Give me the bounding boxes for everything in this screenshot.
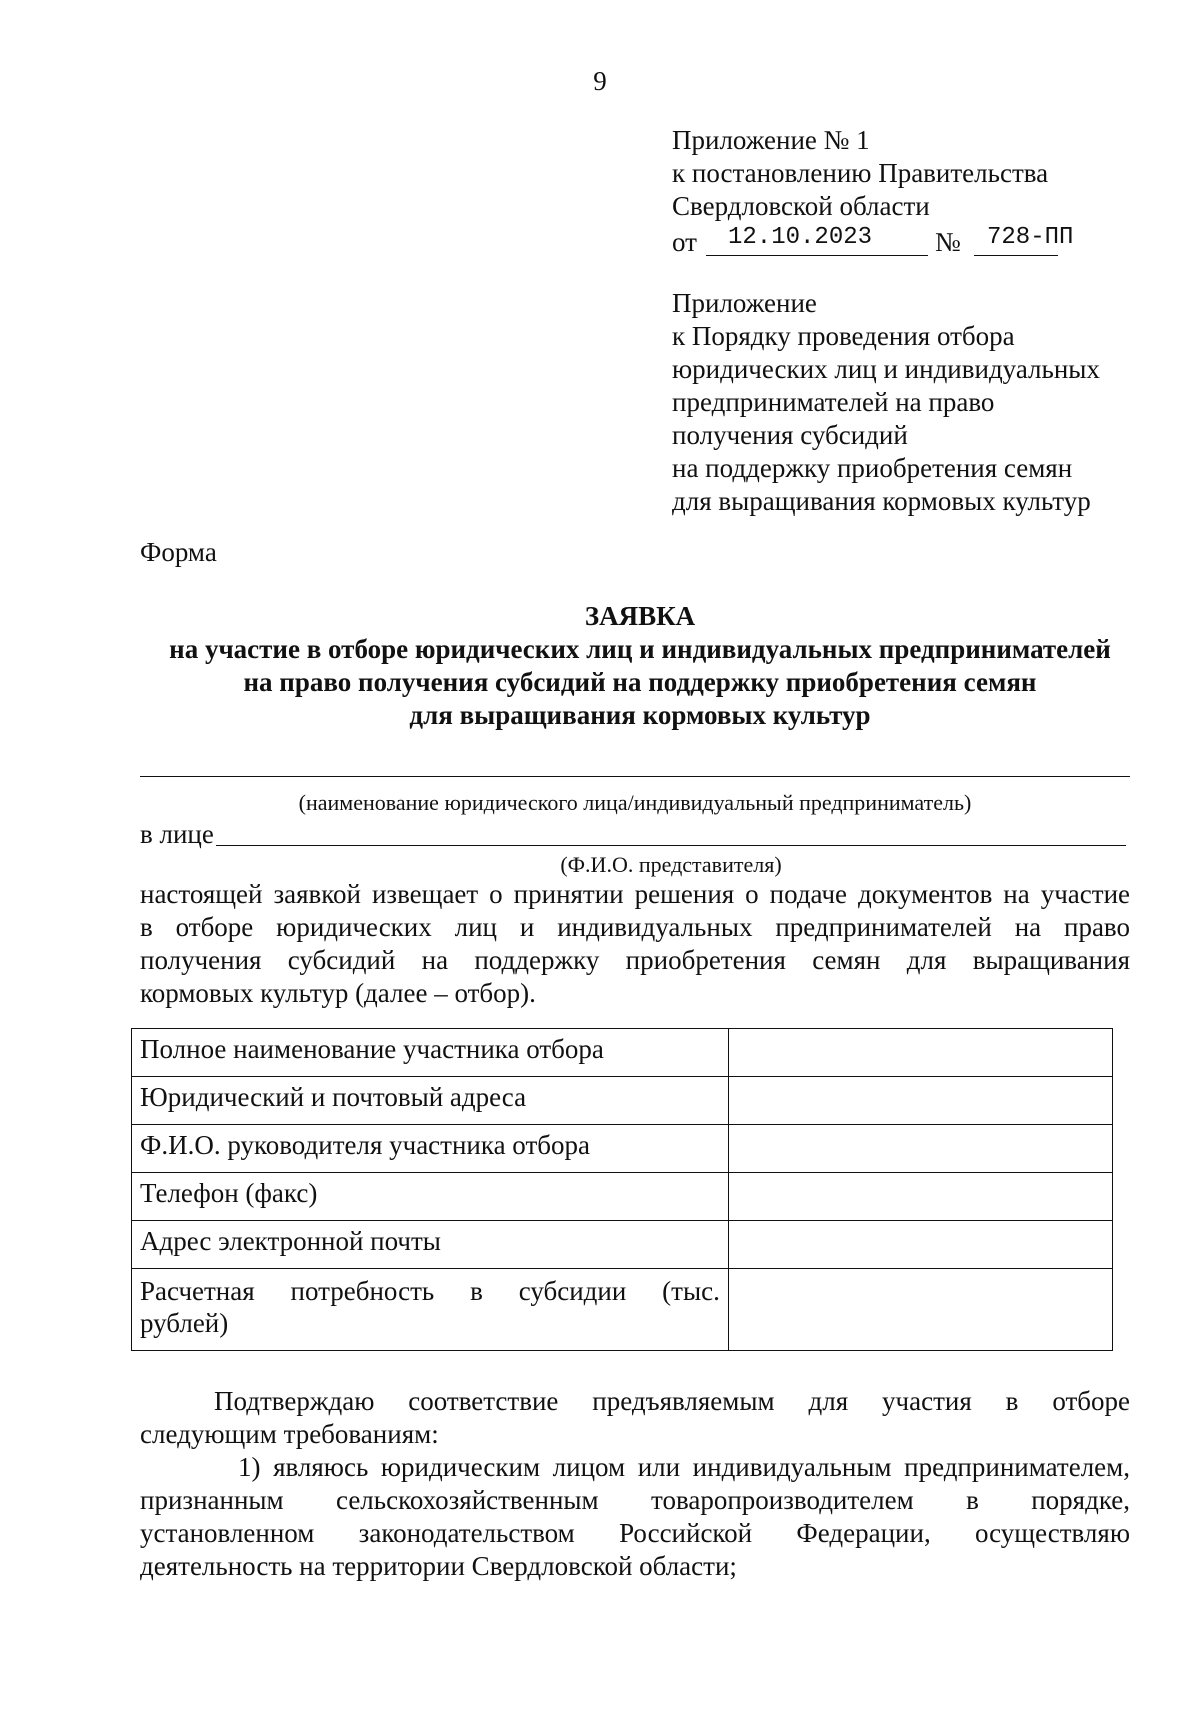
intro-line: настоящей заявкой извещает о принятии решения о подаче документов на участие: [140, 879, 1130, 909]
intro-paragraph: [140, 878, 1130, 1010]
appendix2-line: Приложение: [672, 288, 817, 318]
table-row: [132, 1125, 1113, 1173]
number-label: №: [935, 227, 961, 257]
intro-line: в отборе юридических лиц и индивидуальных предпринимателей на право: [140, 912, 1130, 942]
number-value: 728-ПП: [987, 224, 1074, 251]
table-value-cell[interactable]: [728, 1125, 1112, 1173]
title-line4: для выращивания кормовых культур: [409, 700, 871, 730]
table-row: [132, 1221, 1113, 1269]
table-label-line2: рублей): [140, 1308, 229, 1338]
date-number-line: [672, 223, 1192, 261]
table-value-cell[interactable]: [728, 1173, 1112, 1221]
intro-line: получения субсидий на поддержку приобретения семян для выращивания: [140, 945, 1130, 975]
representative-caption: (Ф.И.О. представителя): [560, 852, 782, 877]
table-label: Ф.И.О. руководителя участника отбора: [132, 1125, 729, 1173]
appendix1-line1: Приложение № 1: [672, 125, 870, 155]
title-line2: на участие в отборе юридических лиц и индивидуальных предпринимателей: [169, 634, 1111, 664]
title-line3: на право получения субсидий на поддержку приобретения семян: [243, 667, 1037, 697]
appendix2-block: [672, 287, 1192, 518]
confirm-line: Подтверждаю соответствие предъявляемым для участия в отборе: [214, 1386, 1130, 1416]
table-row: [132, 1029, 1113, 1077]
appendix1-line3: Свердловской области: [672, 191, 930, 221]
table-label: Юридический и почтовый адреса: [132, 1077, 729, 1125]
appendix2-line: на поддержку приобретения семян: [672, 453, 1073, 483]
confirm-line: признанным сельскохозяйственным товаропроизводителем в порядке,: [140, 1485, 1130, 1515]
applicant-name-field[interactable]: [140, 776, 1130, 777]
appendix2-line: юридических лиц и индивидуальных: [672, 354, 1100, 384]
table-label: Адрес электронной почты: [132, 1221, 729, 1269]
appendix2-line: для выращивания кормовых культур: [672, 486, 1091, 516]
table-value-cell[interactable]: [728, 1269, 1112, 1351]
participant-info-table: [131, 1028, 1113, 1351]
appendix2-line: предпринимателей на право: [672, 387, 995, 417]
table-label: Полное наименование участника отбора: [132, 1029, 729, 1077]
date-underline: [706, 255, 928, 256]
date-value: 12.10.2023: [728, 224, 873, 251]
table-row: [132, 1077, 1113, 1125]
title-line1: ЗАЯВКА: [584, 601, 696, 631]
table-label: [132, 1269, 729, 1351]
confirm-line: установленном законодательством Российской Федерации, осуществляю: [140, 1518, 1130, 1548]
confirmation-paragraph: [140, 1385, 1130, 1583]
table-row: [132, 1269, 1113, 1351]
date-label: от: [672, 227, 697, 257]
table-value-cell[interactable]: [728, 1029, 1112, 1077]
intro-line: кормовых культур (далее – отбор).: [140, 978, 536, 1008]
table-value-cell[interactable]: [728, 1077, 1112, 1125]
appendix1-line2: к постановлению Правительства: [672, 158, 1049, 188]
appendix2-line: получения субсидий: [672, 420, 908, 450]
applicant-name-caption: (наименование юридического лица/индивидуальный предприниматель): [298, 790, 972, 815]
appendix-header: [672, 124, 1192, 518]
page-number: 9: [593, 66, 607, 96]
table-label: Телефон (факс): [132, 1173, 729, 1221]
form-label: Форма: [140, 537, 217, 567]
number-underline: [974, 255, 1058, 256]
table-label-line1: Расчетная потребность в субсидии (тыс.: [140, 1276, 720, 1306]
confirm-line: следующим требованиям:: [140, 1419, 439, 1449]
represented-by-label: в лице: [140, 819, 214, 849]
representative-name-field[interactable]: [216, 845, 1126, 846]
table-row: [132, 1173, 1113, 1221]
document-title: [100, 600, 1180, 732]
appendix2-line: к Порядку проведения отбора: [672, 321, 1015, 351]
confirm-line: деятельность на территории Свердловской области;: [140, 1551, 737, 1581]
confirm-line: 1) являюсь юридическим лицом или индивидуальным предпринимателем,: [238, 1452, 1130, 1482]
table-value-cell[interactable]: [728, 1221, 1112, 1269]
